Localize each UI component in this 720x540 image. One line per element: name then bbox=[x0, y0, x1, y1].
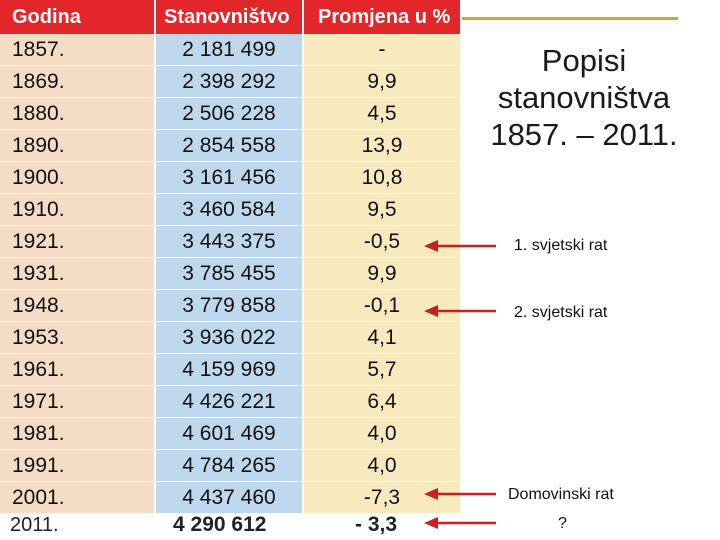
annotation-homeland-war: Domovinski rat bbox=[508, 486, 614, 503]
change-cell: 4,1 bbox=[303, 322, 460, 354]
table-row bbox=[0, 418, 460, 450]
change-cell: 9,9 bbox=[303, 258, 460, 290]
population-cell: 3 936 022 bbox=[155, 322, 303, 354]
year-cell: 1921. bbox=[0, 226, 155, 258]
year-cell: 1869. bbox=[0, 66, 155, 98]
table-row bbox=[0, 130, 460, 162]
year-cell: 1991. bbox=[0, 450, 155, 482]
change-cell: -7,3 bbox=[303, 482, 460, 514]
slide-title bbox=[470, 42, 698, 153]
year-cell: 1981. bbox=[0, 418, 155, 450]
change-cell: 9,5 bbox=[303, 194, 460, 226]
year-cell-2011: 2011. bbox=[10, 514, 59, 536]
population-cell: 3 785 455 bbox=[155, 258, 303, 290]
population-cell: 4 426 221 bbox=[155, 386, 303, 418]
change-cell: 4,0 bbox=[303, 450, 460, 482]
annotation-question: ? bbox=[558, 515, 567, 532]
annotation-ww2: 2. svjetski rat bbox=[514, 304, 608, 321]
change-cell: -0,1 bbox=[303, 290, 460, 322]
header-population: Stanovništvo bbox=[155, 0, 303, 34]
population-cell: 3 443 375 bbox=[155, 226, 303, 258]
change-cell: 4,0 bbox=[303, 418, 460, 450]
table-row bbox=[0, 194, 460, 226]
year-cell: 1971. bbox=[0, 386, 155, 418]
year-cell: 1890. bbox=[0, 130, 155, 162]
change-cell: 9,9 bbox=[303, 66, 460, 98]
title-accent-line bbox=[462, 17, 678, 20]
year-cell: 1900. bbox=[0, 162, 155, 194]
table-header-row bbox=[0, 0, 460, 34]
year-cell: 1953. bbox=[0, 322, 155, 354]
year-cell: 1880. bbox=[0, 98, 155, 130]
left-arrow-icon bbox=[424, 305, 496, 317]
change-cell: - bbox=[303, 34, 460, 66]
table-row bbox=[0, 98, 460, 130]
change-cell-2011: - 3,3 bbox=[355, 513, 398, 536]
table-row bbox=[0, 290, 460, 322]
change-cell: 10,8 bbox=[303, 162, 460, 194]
population-cell: 4 784 265 bbox=[155, 450, 303, 482]
population-cell: 2 506 228 bbox=[155, 98, 303, 130]
population-cell: 3 779 858 bbox=[155, 290, 303, 322]
table-row bbox=[0, 258, 460, 290]
header-change: Promjena u % bbox=[303, 0, 460, 34]
table-row bbox=[0, 226, 460, 258]
population-cell: 2 854 558 bbox=[155, 130, 303, 162]
header-year: Godina bbox=[0, 0, 155, 34]
table-row bbox=[0, 354, 460, 386]
population-cell: 3 161 456 bbox=[155, 162, 303, 194]
change-cell: -0,5 bbox=[303, 226, 460, 258]
table-row bbox=[0, 386, 460, 418]
change-cell: 6,4 bbox=[303, 386, 460, 418]
table-row bbox=[0, 450, 460, 482]
table-row bbox=[0, 162, 460, 194]
population-cell: 2 398 292 bbox=[155, 66, 303, 98]
annotation-ww1: 1. svjetski rat bbox=[514, 237, 608, 254]
year-cell: 1948. bbox=[0, 290, 155, 322]
table-row bbox=[0, 66, 460, 98]
change-cell: 5,7 bbox=[303, 354, 460, 386]
year-cell: 1857. bbox=[0, 34, 155, 66]
table-row bbox=[0, 34, 460, 66]
title-line: Popisi bbox=[541, 43, 627, 78]
population-cell-2011: 4 290 612 bbox=[173, 513, 267, 536]
left-arrow-icon bbox=[424, 240, 496, 252]
left-arrow-icon bbox=[424, 488, 496, 500]
population-cell: 4 159 969 bbox=[155, 354, 303, 386]
year-cell: 1961. bbox=[0, 354, 155, 386]
left-arrow-icon bbox=[424, 517, 496, 529]
title-line: stanovništva bbox=[497, 80, 671, 115]
population-cell: 4 601 469 bbox=[155, 418, 303, 450]
year-cell: 1931. bbox=[0, 258, 155, 290]
change-cell: 13,9 bbox=[303, 130, 460, 162]
change-cell: 4,5 bbox=[303, 98, 460, 130]
population-cell: 3 460 584 bbox=[155, 194, 303, 226]
population-cell: 4 437 460 bbox=[155, 482, 303, 514]
year-cell: 1910. bbox=[0, 194, 155, 226]
table-row bbox=[0, 322, 460, 354]
year-cell: 2001. bbox=[0, 482, 155, 514]
table-row bbox=[0, 482, 460, 514]
table-row-2011 bbox=[0, 512, 460, 540]
population-cell: 2 181 499 bbox=[155, 34, 303, 66]
title-line: 1857. – 2011. bbox=[490, 117, 678, 152]
